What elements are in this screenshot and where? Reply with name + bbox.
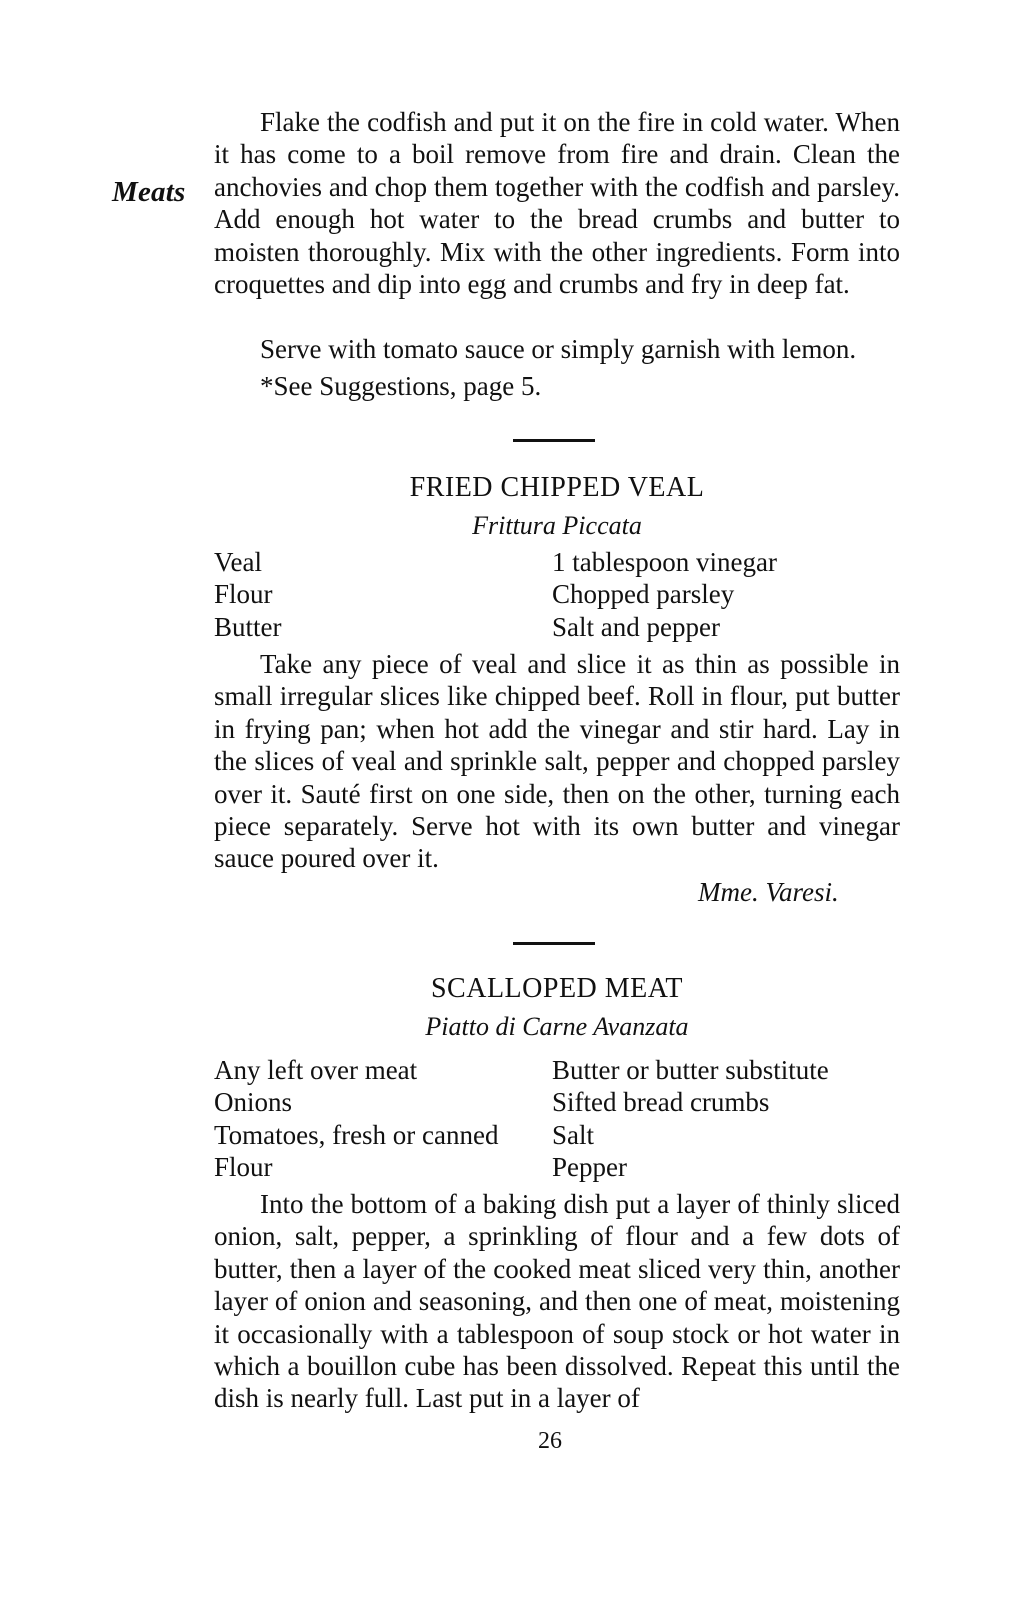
ingredient-item: Veal	[214, 547, 262, 577]
serve-note: Serve with tomato sauce or simply garnish with lemon.	[260, 334, 857, 364]
intro-paragraph: Flake the codfish and put it on the fire in cold water. When it has come to a boil remove from fire and drain. Clean the anchovies and chop them together with the codfish and parsley. Add enough hot water to the bread crumbs and butter to moisten thoroughly. Mix with the other ingredients. Form into croquettes and dip into egg and crumbs and fry in deep fat.	[214, 107, 900, 300]
ingredient-row	[214, 578, 900, 610]
ingredient-item: Salt	[552, 1119, 595, 1150]
ingredient-row	[214, 1054, 900, 1086]
ingredient-item: Pepper	[552, 1151, 627, 1182]
recipe-subtitle: Piatto di Carne Avanzata	[425, 1012, 689, 1041]
directions-block	[214, 648, 900, 875]
page-number: 26	[538, 1428, 562, 1454]
ingredient-item: Salt and pepper	[552, 611, 720, 642]
ingredient-item: 1 tablespoon vinegar	[552, 547, 777, 577]
ingredient-row	[214, 1151, 900, 1183]
ingredient-item: Chopped parsley	[552, 579, 735, 610]
directions-paragraph: Take any piece of veal and slice it as thin as possible in small irregular slices like chipped beef. Roll in flour, put butter in frying pan; when hot add the vinegar and stir hard. Lay in the slices of veal and sprinkle salt, pepper and chopped parsley over it. Sauté first on one side, then on the other, turning each piece separately. Serve hot with its own butter and vinegar sauce poured over it.	[214, 649, 900, 874]
ingredient-row	[214, 1119, 900, 1151]
ingredient-item: Onions	[214, 1087, 293, 1118]
ingredient-row	[214, 546, 900, 578]
directions-block	[214, 1188, 900, 1415]
ingredient-item: Tomatoes, fresh or canned	[214, 1119, 499, 1150]
section-divider	[513, 942, 595, 945]
recipe-attribution: Mme. Varesi.	[698, 877, 839, 907]
ingredient-item: Flour	[214, 1151, 273, 1182]
intro-paragraph-block	[214, 106, 900, 300]
ingredient-item: Butter	[214, 611, 282, 642]
ingredient-row	[214, 1086, 900, 1118]
ingredient-list	[214, 1054, 900, 1183]
see-suggestions-note: *See Suggestions, page 5.	[260, 371, 542, 401]
ingredient-row	[214, 611, 900, 643]
ingredient-item: Sifted bread crumbs	[552, 1087, 770, 1118]
section-side-label: Meats	[112, 176, 186, 208]
ingredient-item: Flour	[214, 579, 273, 610]
recipe-subtitle: Frittura Piccata	[472, 511, 642, 540]
ingredient-list	[214, 546, 900, 643]
ingredient-item: Any left over meat	[214, 1055, 418, 1085]
directions-paragraph: Into the bottom of a baking dish put a layer of thinly sliced onion, salt, pepper, a sprinkling of flour and a few dots of butter, then a layer of the cooked meat sliced very thin, another layer of onion and seasoning, and then one of meat, moistening it occasionally with a tablespoon of soup stock or hot water in which a bouillon cube has been dissolved. Repeat this until the dish is nearly full. Last put in a layer of	[214, 1189, 900, 1414]
recipe-title: SCALLOPED MEAT	[430, 973, 683, 1004]
ingredient-item: Butter or butter substitute	[552, 1055, 829, 1085]
section-divider	[513, 439, 595, 442]
recipe-title: FRIED CHIPPED VEAL	[409, 472, 705, 503]
